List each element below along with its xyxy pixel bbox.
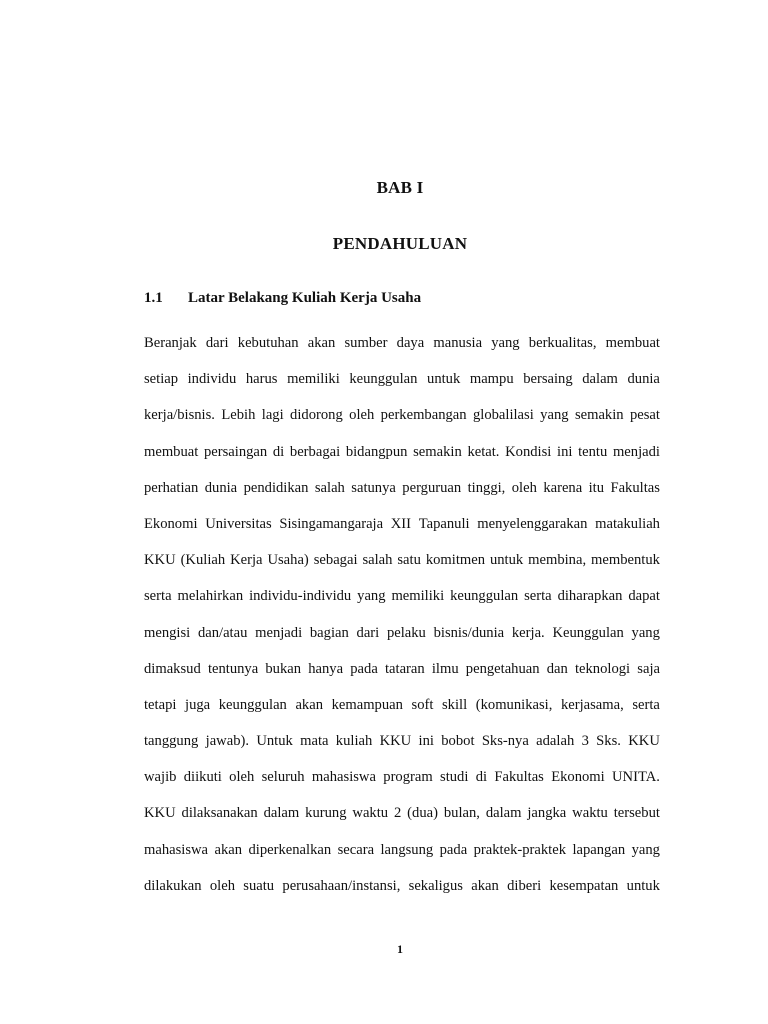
body-paragraph <box>144 333 660 912</box>
paragraph-line: dimaksud tentunya bukan hanya pada tataran ilmu pengetahuan dan teknologi saja <box>144 660 660 677</box>
paragraph-line: wajib diikuti oleh seluruh mahasiswa program studi di Fakultas Ekonomi UNITA. <box>144 769 660 786</box>
chapter-title: PENDAHULUAN <box>332 234 468 253</box>
paragraph-line: serta melahirkan individu-individu yang memiliki keunggulan serta diharapkan dapat <box>144 588 660 605</box>
chapter-number: BAB I <box>376 178 424 197</box>
paragraph-line: tanggung jawab). Untuk mata kuliah KKU ini bobot Sks-nya adalah 3 Sks. KKU <box>144 733 660 750</box>
paragraph-line: Ekonomi Universitas Sisingamangaraja XII Tapanuli menyelenggarakan matakuliah <box>144 515 660 532</box>
paragraph-line: membuat persaingan di berbagai bidangpun semakin ketat. Kondisi ini tentu menjadi <box>144 443 660 460</box>
paragraph-line: mahasiswa akan diperkenalkan secara langsung pada praktek-praktek lapangan yang <box>144 841 660 858</box>
section-number: 1.1 <box>144 290 163 306</box>
paragraph-line: tetapi juga keunggulan akan kemampuan soft skill (komunikasi, kerjasama, serta <box>144 696 660 713</box>
paragraph-line: dilakukan oleh suatu perusahaan/instansi, sekaligus akan diberi kesempatan untuk <box>144 877 660 894</box>
paragraph-line: kerja/bisnis. Lebih lagi didorong oleh perkembangan globalilasi yang semakin pesat <box>144 407 660 424</box>
paragraph-line: setiap individu harus memiliki keunggulan untuk mampu bersaing dalam dunia <box>144 371 660 388</box>
paragraph-line: perhatian dunia pendidikan salah satunya perguruan tinggi, oleh karena itu Fakultas <box>144 479 660 496</box>
section-heading <box>144 290 421 307</box>
section-title: Latar Belakang Kuliah Kerja Usaha <box>188 290 422 306</box>
page-number: 1 <box>397 942 403 956</box>
paragraph-line: KKU dilaksanakan dalam kurung waktu 2 (dua) bulan, dalam jangka waktu tersebut <box>144 805 660 822</box>
paragraph-line: mengisi dan/atau menjadi bagian dari pelaku bisnis/dunia kerja. Keunggulan yang <box>144 624 660 641</box>
paragraph-line: KKU (Kuliah Kerja Usaha) sebagai salah satu komitmen untuk membina, membentuk <box>144 552 660 569</box>
paragraph-line: Beranjak dari kebutuhan akan sumber daya manusia yang berkualitas, membuat <box>144 335 660 351</box>
